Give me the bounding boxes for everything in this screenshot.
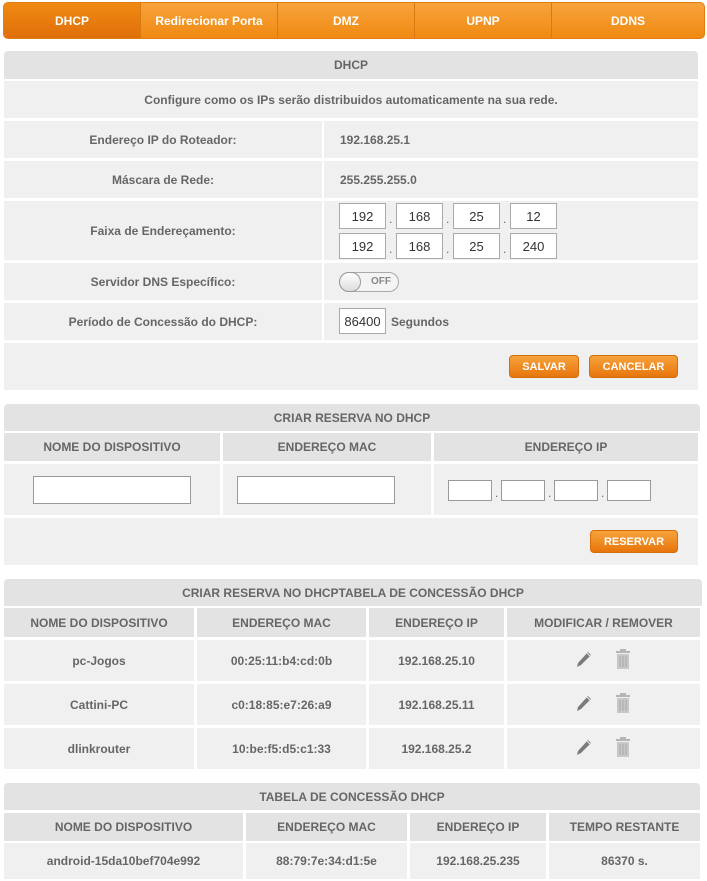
subnet-mask-value: 255.255.255.0: [324, 161, 698, 198]
ip-dot: .: [446, 212, 450, 226]
dns-toggle[interactable]: [339, 272, 399, 292]
lease-table-title: TABELA DE CONCESSÃO DHCP: [4, 783, 700, 810]
toggle-state: OFF: [371, 276, 391, 287]
tab-upnp[interactable]: UPNP: [415, 3, 552, 38]
pencil-icon[interactable]: [575, 694, 593, 714]
reservation-actions: [507, 728, 700, 769]
trash-icon[interactable]: [614, 693, 632, 714]
ip-dot: .: [548, 486, 552, 500]
lease-time-remaining: 86370 s.: [549, 843, 700, 879]
lease-ip: 192.168.25.235: [410, 843, 546, 879]
ip-dot: .: [503, 212, 507, 226]
reservation-actions: [507, 684, 700, 725]
address-range-label: Faixa de Endereçamento:: [4, 201, 322, 260]
toggle-knob: [339, 272, 361, 292]
range-end-octet-3[interactable]: 25: [453, 233, 500, 259]
trash-icon[interactable]: [614, 737, 632, 758]
col-ip-address: ENDEREÇO IP: [410, 813, 546, 841]
reservation-ip: 192.168.25.2: [369, 728, 504, 769]
reservation-ip: 192.168.25.10: [369, 640, 504, 681]
reserve-button[interactable]: RESERVAR: [590, 530, 678, 553]
col-mac-address: ENDEREÇO MAC: [197, 608, 366, 637]
reservation-actions: [507, 640, 700, 681]
reservation-device-name: Cattini-PC: [4, 684, 194, 725]
reservation-mac: 10:be:f5:d5:c1:33: [197, 728, 366, 769]
col-device-name: NOME DO DISPOSITIVO: [4, 433, 220, 461]
range-end-octet-2[interactable]: 168: [396, 233, 443, 259]
cancel-button[interactable]: CANCELAR: [589, 355, 678, 378]
col-device-name: NOME DO DISPOSITIVO: [4, 608, 194, 637]
trash-icon[interactable]: [614, 649, 632, 670]
col-modify-remove: MODIFICAR / REMOVER: [507, 608, 700, 637]
ip-dot: .: [446, 242, 450, 256]
tab-dmz[interactable]: DMZ: [278, 3, 415, 38]
range-start-octet-1[interactable]: 192: [339, 203, 386, 229]
col-device-name: NOME DO DISPOSITIVO: [4, 813, 243, 841]
tab-ddns[interactable]: DDNS: [610, 13, 645, 28]
pencil-icon[interactable]: [575, 650, 593, 670]
col-ip-address: ENDEREÇO IP: [434, 433, 698, 461]
dns-server-label: Servidor DNS Específico:: [4, 263, 322, 300]
ip-dot: .: [389, 212, 393, 226]
top-tab-bar: [3, 2, 705, 39]
tab-dhcp[interactable]: DHCP: [4, 3, 141, 38]
reserve-ip-octet-4[interactable]: [607, 480, 651, 501]
dhcp-section-title: DHCP: [4, 51, 698, 79]
router-ip-label: Endereço IP do Roteador:: [4, 121, 322, 158]
reservations-table-title: CRIAR RESERVA NO DHCPTABELA DE CONCESSÃO DHCP: [4, 579, 702, 606]
col-time-remaining: TEMPO RESTANTE: [549, 813, 700, 841]
ip-dot: .: [601, 486, 605, 500]
col-mac-address: ENDEREÇO MAC: [223, 433, 431, 461]
pencil-icon[interactable]: [575, 738, 593, 758]
reserve-ip-octet-1[interactable]: [448, 480, 492, 501]
col-ip-address: ENDEREÇO IP: [369, 608, 504, 637]
save-button[interactable]: SALVAR: [509, 355, 579, 378]
range-end-octet-1[interactable]: 192: [339, 233, 386, 259]
reservation-ip: 192.168.25.11: [369, 684, 504, 725]
ip-dot: .: [389, 242, 393, 256]
mac-address-input[interactable]: [237, 476, 395, 504]
subnet-mask-label: Máscara de Rede:: [4, 161, 322, 198]
dhcp-description: Configure como os IPs serão distribuidos automaticamente na sua rede.: [4, 81, 698, 118]
router-ip-value: 192.168.25.1: [324, 121, 698, 158]
reserve-ip-octet-3[interactable]: [554, 480, 598, 501]
reserve-ip-octet-2[interactable]: [501, 480, 545, 501]
create-reservation-title: CRIAR RESERVA NO DHCP: [4, 404, 700, 431]
lease-period-label: Período de Concessão do DHCP:: [4, 303, 322, 340]
reservation-mac: 00:25:11:b4:cd:0b: [197, 640, 366, 681]
reservation-device-name: dlinkrouter: [4, 728, 194, 769]
ip-dot: .: [495, 486, 499, 500]
device-name-input[interactable]: [33, 476, 191, 504]
range-end-octet-4[interactable]: 240: [510, 233, 557, 259]
reservation-device-name: pc-Jogos: [4, 640, 194, 681]
lease-device-name: android-15da10bef704e992: [4, 843, 243, 879]
tab-redirecionar-porta[interactable]: Redirecionar Porta: [141, 3, 278, 38]
range-start-octet-4[interactable]: 12: [510, 203, 557, 229]
lease-unit: Segundos: [391, 315, 450, 329]
range-start-octet-3[interactable]: 25: [453, 203, 500, 229]
range-start-octet-2[interactable]: 168: [396, 203, 443, 229]
reservation-mac: c0:18:85:e7:26:a9: [197, 684, 366, 725]
lease-mac: 88:79:7e:34:d1:5e: [246, 843, 407, 879]
col-mac-address: ENDEREÇO MAC: [246, 813, 407, 841]
lease-period-input[interactable]: 86400: [339, 308, 386, 334]
ip-dot: .: [503, 242, 507, 256]
